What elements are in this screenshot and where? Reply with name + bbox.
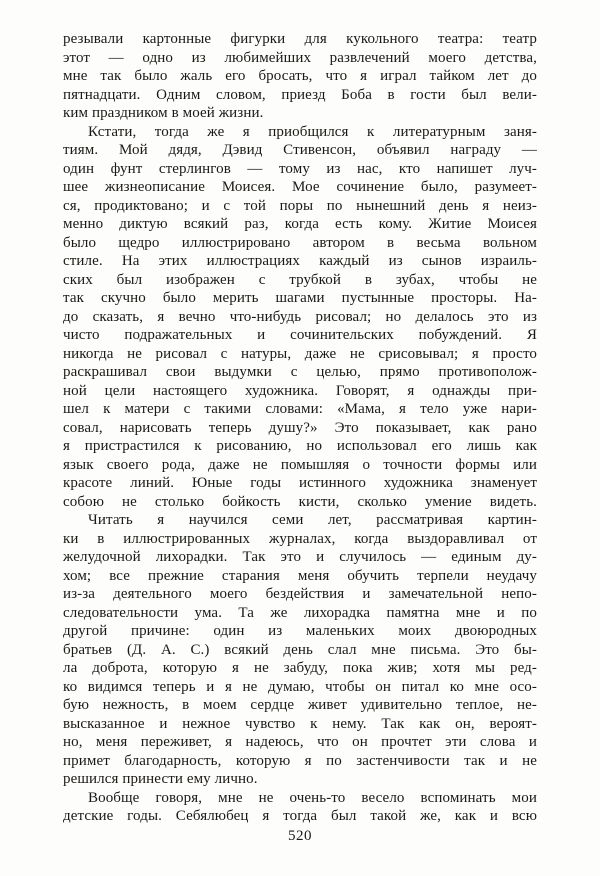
text-line: хом; все прежние старания меня обучить терпели неудачу: [63, 567, 537, 584]
text-line: язык своего рода, даже не помышляя о точности формы или: [63, 456, 537, 473]
text-line: менно диктую всякий раз, когда есть кому. Житие Моисея: [63, 216, 537, 232]
text-block: [63, 30, 537, 826]
text-line: ся, продиктовано; и с той поры по нынешний день я неиз-: [63, 197, 537, 214]
text-line: раскрашивал свои выдумки с целью, прямо противополож-: [63, 364, 537, 380]
text-line: так скучно было мерить шагами пустынные просторы. На-: [63, 290, 537, 306]
text-line: шее жизнеописание Моисея. Мое сочинение было, разумеет-: [63, 179, 537, 195]
text-line: тиям. Мой дядя, Дэвид Стивенсон, объявил награду —: [63, 142, 537, 158]
text-line: ла доброта, которую я не забуду, пока жив; хотя мы ред-: [63, 660, 537, 676]
text-line: было щедро иллюстрировано автором в весьма вольном: [63, 234, 537, 251]
text-line: Вообще говоря, мне не очень-то весело вспоминать мои: [88, 789, 537, 806]
paragraph: [63, 123, 537, 512]
text-line: этот — одно из любимейших развлечений моего детства,: [63, 49, 537, 66]
text-line: желудочной лихорадки. Так это и случилось — единым ду-: [63, 549, 537, 565]
text-line: следовательности ума. Та же лихорадка памятна мне и по: [63, 604, 537, 621]
text-line: но, меня переживет, я надеюсь, что он прочтет эти слова и: [63, 734, 537, 750]
text-line: шел к матери с такими словами: «Мама, я тело уже нари-: [63, 401, 537, 417]
paragraph: [63, 789, 537, 826]
text-line: стиле. На этих иллюстрациях каждый из сынов израиль-: [63, 253, 537, 269]
text-line: братьев (Д. А. С.) всякий день слал мне письма. Это бы-: [63, 641, 537, 658]
text-line: один фунт стерлингов — тому из нас, кто напишет луч-: [63, 160, 537, 177]
text-line: ной цели настоящего художника. Говорят, я однажды при-: [63, 382, 537, 399]
text-line: чисто подражательных и сочинительских побуждений. Я: [63, 327, 537, 343]
text-line: никогда не рисовал с натуры, даже не срисовывал; я просто: [63, 345, 537, 362]
text-line: бую нежность, в моем сердце живет удивительно теплое, не-: [63, 697, 537, 713]
text-line: резывали картонные фигурки для кукольного театра: театр: [63, 31, 537, 47]
page-number: 520: [288, 828, 312, 844]
text-line: примет благодарность, которую я по застенчивости так и не: [63, 752, 537, 769]
text-line: из-за деятельного моего бездействия и замечательной непо-: [63, 586, 537, 602]
text-line: совал, нарисовать теперь душу?» Это показывает, как рано: [63, 419, 537, 436]
text-line: Читать я научился семи лет, рассматривая картин-: [88, 512, 537, 528]
paragraph: [63, 511, 537, 789]
text-line: Кстати, тогда же я приобщился к литературным заня-: [88, 123, 537, 140]
text-line: другой причине: один из маленьких моих двоюродных: [63, 623, 537, 639]
text-line: собою не столько бойкость кисти, сколько умение видеть.: [63, 493, 537, 510]
text-line: мне так было жаль его бросать, что я играл тайком лет до: [63, 68, 537, 84]
text-line: ских был изображен с трубкой в зубах, чтобы не: [63, 271, 537, 288]
paragraph: [63, 30, 537, 123]
text-line: ки в иллюстрированных журналах, когда выздоравливал от: [63, 530, 537, 547]
text-line: решился принести ему лично.: [63, 771, 258, 787]
text-line: красоте линий. Юные годы истинного художника знаменует: [63, 475, 537, 491]
text-line: до сказать, я вечно что-нибудь рисовал; но делалось это из: [63, 308, 537, 325]
text-line: ким праздником в моей жизни.: [63, 105, 264, 121]
text-line: ко видимся теперь и я не думаю, чтобы он питал ко мне осо-: [63, 678, 537, 695]
text-line: высказанное и нежное чувство к нему. Так как он, вероят-: [63, 715, 537, 732]
text-line: детские годы. Себялюбец я тогда был такой же, как и всю: [63, 808, 537, 824]
text-line: я пристрастился к рисованию, но использовал его лишь как: [63, 438, 537, 454]
text-line: пятнадцати. Одним словом, приезд Боба в гости был вели-: [63, 86, 537, 103]
